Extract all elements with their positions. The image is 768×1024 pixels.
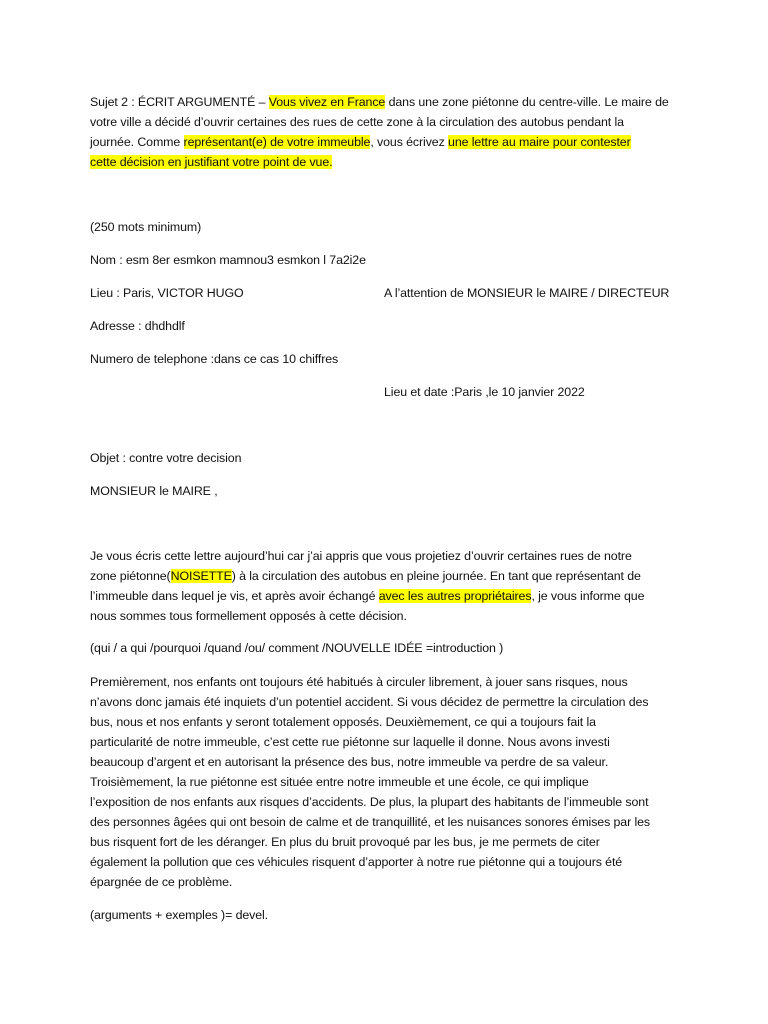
highlight: Vous vivez en France (268, 95, 386, 109)
telephone-field: Numero de telephone :dans ce cas 10 chiffres (90, 352, 339, 366)
lieu-field: Lieu : Paris, VICTOR HUGO (90, 286, 244, 300)
subject-line-4 (90, 152, 332, 172)
body-line: Troisièmement, la rue piétonne est située entre notre immeuble et une école, ce qui implique (90, 775, 589, 789)
note-development: (arguments + exemples )= devel. (90, 908, 269, 922)
highlight: une lettre au maire pour contester (448, 135, 631, 149)
attention-field: A l’attention de MONSIEUR le MAIRE / DIRECTEUR (384, 286, 670, 300)
body-line: bus risquent fort de les déranger. En plus du bruit provoqué par les bus, je me permets de citer (90, 835, 600, 849)
body-line: l’exposition de nos enfants aux risques d’accidents. De plus, la plupart des habitants de l’immeuble sont (90, 795, 649, 809)
subject-line-2: votre ville a décidé d’ouvrir certaines des rues de cette zone à la circulation des autobus pendant la (90, 115, 624, 129)
body-line: n’avons donc jamais été inquiets d’un potentiel accident. Si vous décidez de permettre la circulation des (90, 695, 649, 709)
highlight: avec les autres propriétaires (378, 589, 532, 603)
min-words: (250 mots minimum) (90, 220, 202, 234)
body-line: également la pollution que ces véhicules risquent d’apporter à notre rue piétonne qui a toujours été (90, 855, 623, 869)
nom-field: Nom : esm 8er esmkon mamnou3 esmkon l 7a2i2e (90, 253, 366, 267)
note-introduction: (qui / a qui /pourquoi /quand /ou/ comment /NOUVELLE IDÉE =introduction ) (90, 641, 504, 655)
date-field: Lieu et date :Paris ,le 10 janvier 2022 (384, 385, 585, 399)
body-line: des personnes âgées qui ont besoin de calme et de tranquillité, et les nuisances sonores émises par les (90, 815, 651, 829)
body-line: bus, nous et nos enfants y seront totalement opposés. Deuxièmement, ce qui a toujours fait la (90, 715, 596, 729)
highlight: NOISETTE (170, 569, 232, 583)
intro-line-3: l’immeuble dans lequel je vis, et après avoir échangé avec les autres propriétaires, je vous informe que (90, 589, 645, 603)
intro-line-2: zone piétonne(NOISETTE) à la circulation des autobus en pleine journée. En tant que représentant de (90, 569, 641, 583)
salutation: MONSIEUR le MAIRE , (90, 484, 218, 498)
body-line: beaucoup d’argent et en autorisant la présence des bus, notre immeuble va perdre de sa valeur. (90, 755, 609, 769)
objet-field: Objet : contre votre decision (90, 451, 242, 465)
subject-line-1: Sujet 2 : ÉCRIT ARGUMENTÉ – Vous vivez en France dans une zone piétonne du centre-ville. Le maire de (90, 95, 669, 109)
subject-line-3: journée. Comme représentant(e) de votre immeuble, vous écrivez une lettre au maire pour contester (90, 135, 631, 149)
intro-line-4: nous sommes tous formellement opposés à cette décision. (90, 609, 407, 623)
body-line: Premièrement, nos enfants ont toujours été habitués à circuler librement, à jouer sans risques, nous (90, 675, 628, 689)
body-line: épargnée de ce problème. (90, 875, 233, 889)
intro-line-1: Je vous écris cette lettre aujourd’hui car j’ai appris que vous projetiez d’ouvrir certaines rues de notre (90, 549, 632, 563)
highlight: cette décision en justifiant votre point de vue. (90, 155, 333, 169)
adresse-field: Adresse : dhdhdlf (90, 319, 185, 333)
body-line: particularité de notre immeuble, c’est cette rue piétonne sur laquelle il donne. Nous avons investi (90, 735, 610, 749)
highlight: représentant(e) de votre immeuble (183, 135, 371, 149)
